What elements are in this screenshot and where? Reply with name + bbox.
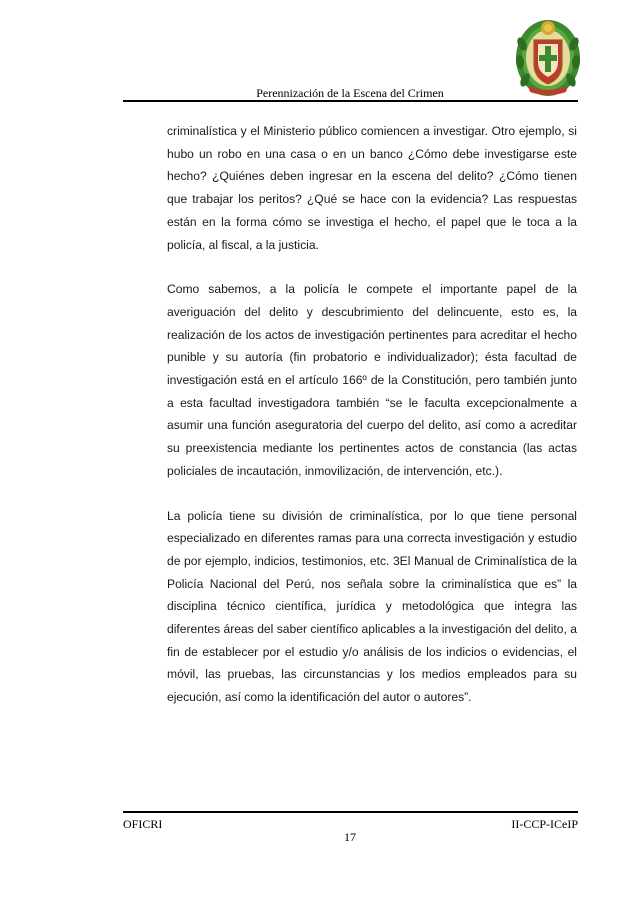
footer-left-label: OFICRI [123, 817, 163, 831]
paragraph: criminalística y el Ministerio público comiencen a investigar. Otro ejemplo, si hubo un robo en una casa o en un banco ¿Cómo debe investigarse este hecho? ¿Quiénes deben ingresar en la escena del delito? ¿Cómo tienen que trabajar los peritos? ¿Qué se hace con la evidencia? Las respuestas están en la forma cómo se investiga el hecho, el papel que le toca a la policía, al fiscal, a la justicia. [167, 124, 577, 252]
paragraph: La policía tiene su división de criminalística, por lo que tiene personal especializado en diferentes ramas para una correcta investigación y estudio de por ejemplo, indicios, testimonios, etc. 3El Manual de Criminalística de la Policía Nacional del Perú, nos señala sobre la criminalística que es” la disciplina técnico científica, jurídica y metodológica que integra las diferentes áreas del saber científico aplicables a la investigación del delito, a fin de establecer por el estudio y/o análisis de los indicios o evidencias, el móvil, las pruebas, las circunstancias y los medios empleados para su ejecución, así como la identificación del autor o autores”. [167, 508, 577, 705]
page-header-title: Perennización de la Escena del Crimen [256, 86, 444, 100]
header-divider [123, 100, 578, 102]
footer-divider [123, 811, 578, 813]
paragraph: Como sabemos, a la policía le compete el importante papel de la averiguación del delito y descubrimiento del delincuente, esto es, la realización de los actos de investigación pertinentes para acreditar el hecho punible y su autoría (fin probatorio e individualizador); ésta facultad de investigación está en el artículo 166º de la Constitución, pero también junto a esta facultad investigadora también “se le faculta excepcionalmente a asumir una función aseguratoria del cuerpo del delito, así como a acreditar su preexistencia mediante los pertinentes actos de constancia (las actas policiales de incautación, inmovilización, de intervención, etc.). [167, 282, 577, 478]
page-number: 17 [344, 830, 356, 844]
body-content [167, 120, 577, 709]
police-emblem-icon [512, 14, 584, 98]
footer-right-label: II-CCP-ICeIP [511, 817, 578, 831]
